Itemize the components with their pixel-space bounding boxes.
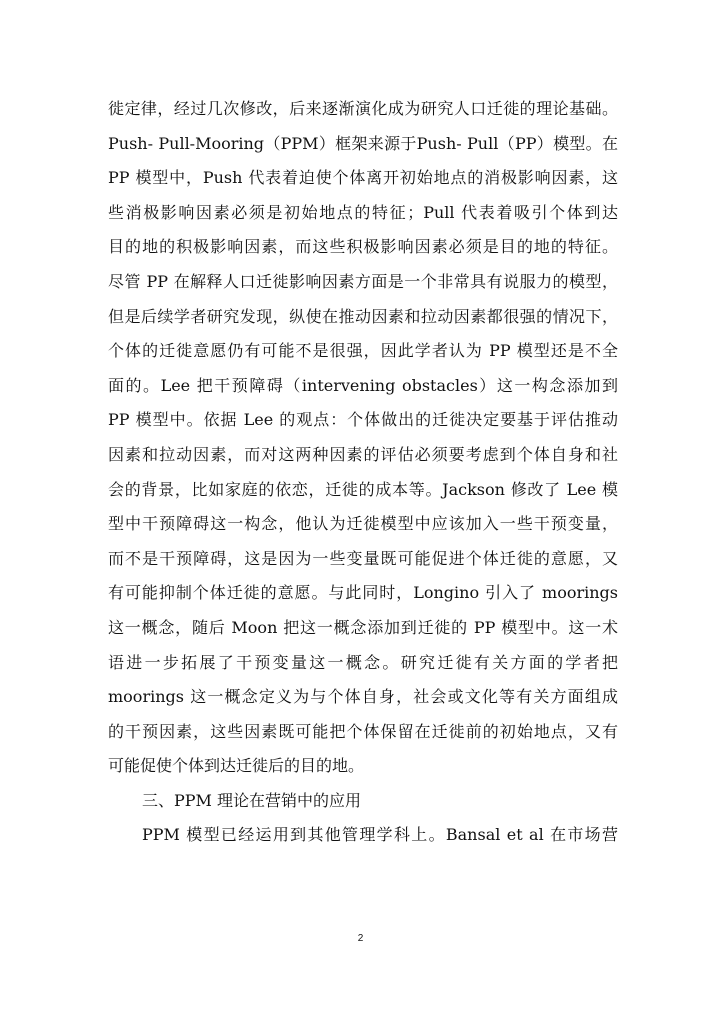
text-line: 徙定律，经过几次修改，后来逐渐演化成为研究人口迁徙的理论基础。 bbox=[108, 99, 618, 118]
text-line: 些消极影响因素必须是初始地点的特征；Pull 代表着吸引个体到达 bbox=[108, 202, 618, 222]
text-line: 个体的迁徙意愿仍有可能不是很强，因此学者认为 PP 模型还是不全 bbox=[108, 341, 618, 361]
text-line: 而不是干预障碍，这是因为一些变量既可能促进个体迁徙的意愿，又 bbox=[108, 548, 618, 568]
paragraph-line: PPM 模型已经运用到其他管理学科上。Bansal et al 在市场营 bbox=[142, 825, 618, 845]
text-line: 的干预因素，这些因素既可能把个体保留在迁徙前的初始地点，又有 bbox=[108, 721, 618, 741]
text-line: 型中干预障碍这一构念，他认为迁徙模型中应该加入一些干预变量， bbox=[108, 514, 618, 534]
section-heading: 三、PPM 理论在营销中的应用 bbox=[142, 790, 362, 810]
text-line: PP 模型中。依据 Lee 的观点：个体做出的迁徙决定要基于评估推动 bbox=[108, 410, 618, 430]
text-line: 有可能抑制个体迁徙的意愿。与此同时，Longino 引入了 moorings bbox=[108, 583, 618, 603]
text-line: 但是后续学者研究发现，纵使在推动因素和拉动因素都很强的情况下， bbox=[108, 306, 618, 326]
text-line: 可能促使个体到达迁徙后的目的地。 bbox=[108, 756, 365, 776]
text-line: 语进一步拓展了干预变量这一概念。研究迁徙有关方面的学者把 bbox=[108, 652, 618, 672]
text-line: moorings 这一概念定义为与个体自身，社会或文化等有关方面组成 bbox=[108, 687, 618, 707]
text-line: 因素和拉动因素，而对这两种因素的评估必须要考虑到个体自身和社 bbox=[108, 444, 618, 464]
text-line: 目的地的积极影响因素，而这些积极影响因素必须是目的地的特征。 bbox=[108, 237, 618, 257]
text-line: PP 模型中，Push 代表着迫使个体离开初始地点的消极影响因素，这 bbox=[108, 168, 618, 188]
page-number: 2 bbox=[357, 933, 364, 944]
text-line: 尽管 PP 在解释人口迁徙影响因素方面是一个非常具有说服力的模型， bbox=[108, 271, 618, 291]
text-line: 面的。Lee 把干预障碍（intervening obstacles）这一构念添加到 bbox=[108, 375, 618, 395]
text-line: 这一概念，随后 Moon 把这一概念添加到迁徙的 PP 模型中。这一术 bbox=[108, 617, 618, 637]
text-line: 会的背景，比如家庭的依恋，迁徙的成本等。Jackson 修改了 Lee 模 bbox=[108, 479, 618, 499]
body-text bbox=[108, 92, 618, 853]
text-line: Push- Pull-Mooring（PPM）框架来源于Push- Pull（PP）模型。在 bbox=[108, 133, 618, 153]
